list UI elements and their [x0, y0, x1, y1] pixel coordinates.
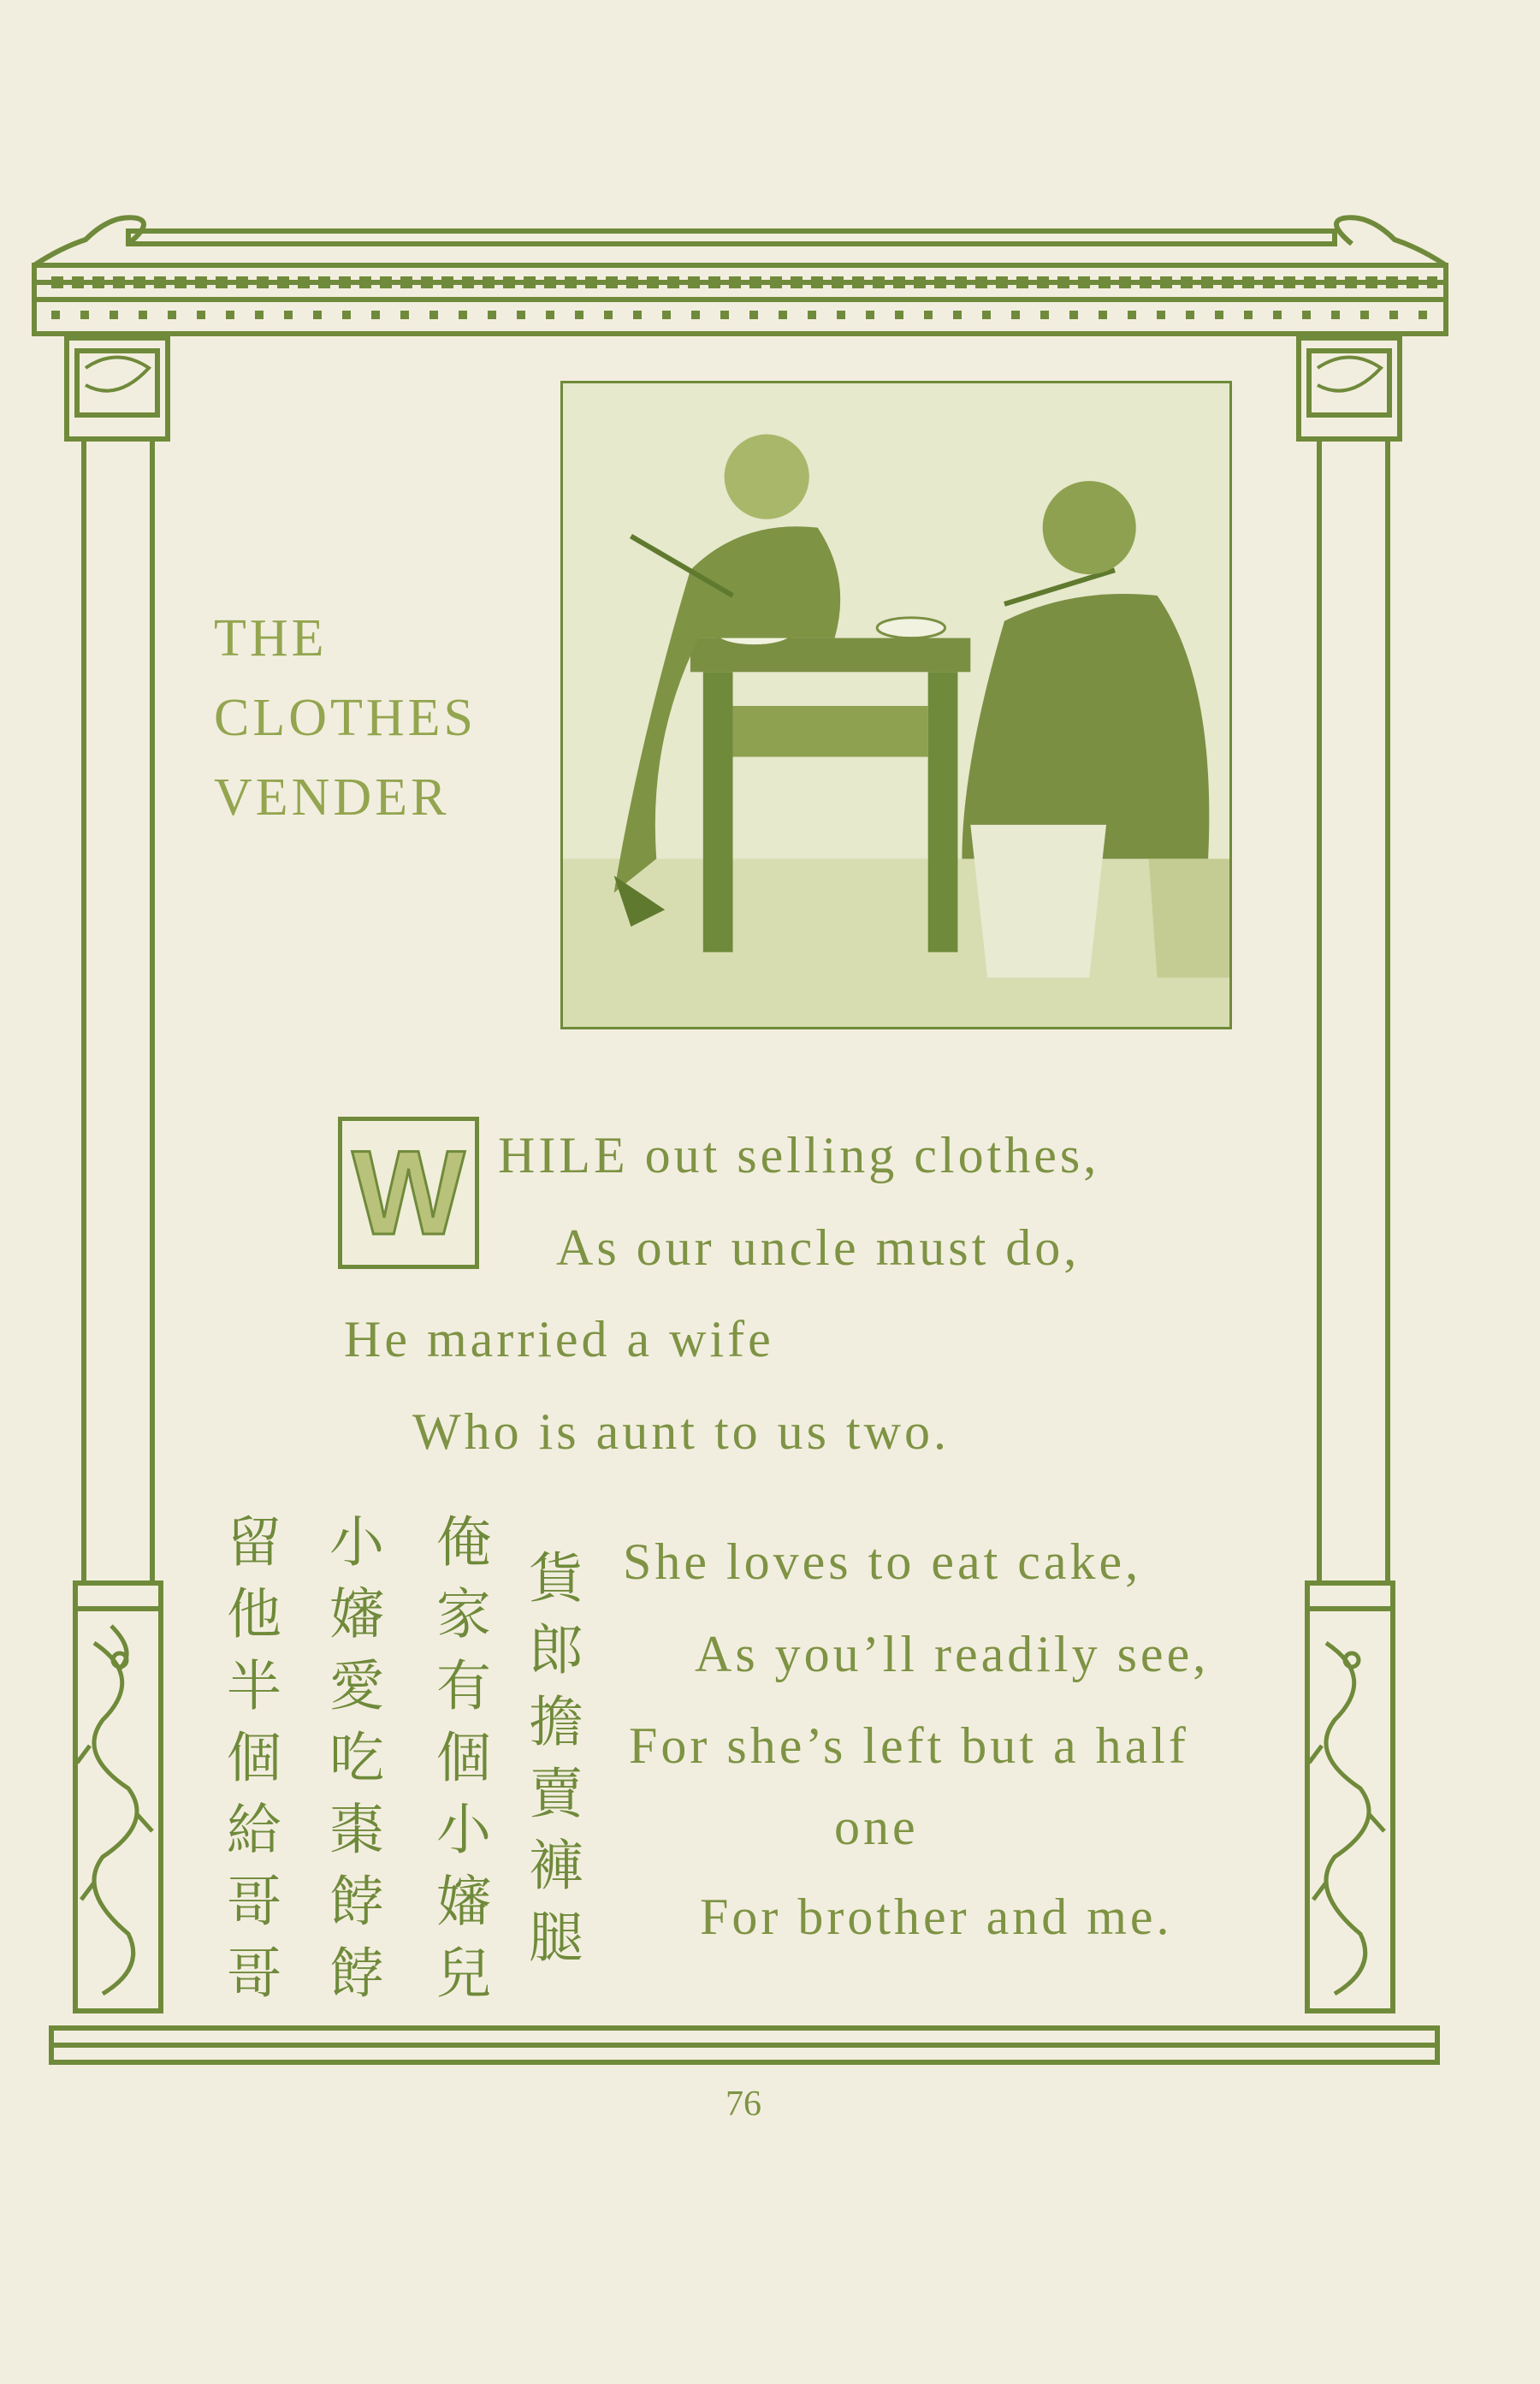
verse2-line5: For brother and me. [700, 1889, 1173, 1945]
verse2-line2: As you’ll readily see, [695, 1626, 1210, 1682]
verse2-line1: She loves to eat cake, [623, 1533, 1142, 1590]
verse1-line2: As our uncle must do, [556, 1219, 1081, 1276]
verse2-line4: one [834, 1799, 919, 1855]
title-line-2: CLOTHES [214, 689, 477, 747]
chinese-column-1: 貨郎擔賣褲腿 [519, 1549, 583, 1980]
chinese-column-4: 留他半個給哥哥 [217, 1513, 281, 2016]
verse1-line3: He married a wife [344, 1311, 774, 1367]
title-line-3: VENDER [214, 768, 450, 827]
left-dragon-carving [77, 1626, 152, 1994]
chinese-column-2: 俺家有個小嬸兒 [427, 1513, 490, 2016]
drop-cap [338, 1117, 479, 1269]
drop-cap-letter: W [352, 1125, 465, 1260]
right-dragon-carving [1309, 1643, 1384, 1994]
verse1-line4: Who is aunt to us two. [412, 1403, 950, 1460]
photograph [560, 381, 1232, 1029]
verse2-line3: For she’s left but a half [629, 1717, 1189, 1774]
title-line-1: THE [214, 609, 328, 667]
children-eating-photo [563, 383, 1229, 1027]
verse1-line1: HILE out selling clothes, [498, 1127, 1100, 1183]
poem-title [214, 599, 477, 838]
chinese-column-3: 小嬸愛吃棗餑餑 [320, 1513, 383, 2016]
page-number: 76 [726, 2085, 761, 2124]
roof-right-ornament [1336, 217, 1446, 265]
roof-left-ornament [34, 217, 144, 265]
